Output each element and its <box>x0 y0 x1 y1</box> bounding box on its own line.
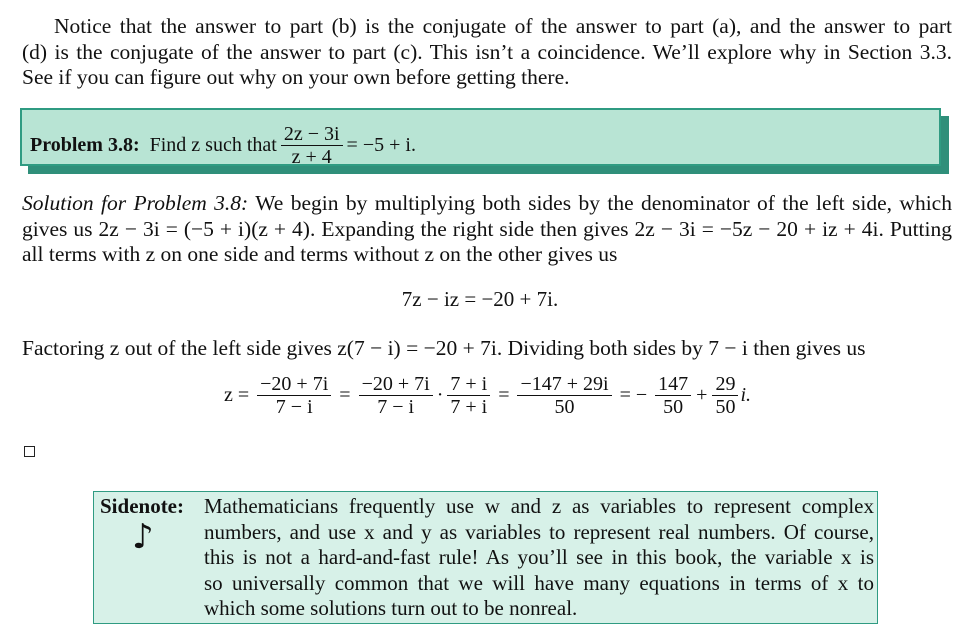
sidenote-line-5: which some solutions turn out to be nonreal. <box>204 596 578 620</box>
problem-rhs: = −5 + i. <box>346 134 416 156</box>
eq2-f2-den: 7 − i <box>377 396 415 418</box>
eq2-lhs: z = <box>224 384 250 406</box>
eq2-f1-num: −20 + 7i <box>257 374 331 396</box>
eq2-fraction-2 <box>359 374 433 417</box>
eq2-f2-num: −20 + 7i <box>359 374 433 396</box>
problem-box <box>20 108 941 166</box>
problem-fraction <box>281 124 343 167</box>
solution-line-1-text: We begin by multiplying both sides by the denominator of the left side, which <box>255 191 952 215</box>
sidenote-line-3: this is not a hard-and-fast rule! As you’ll see in this book, the variable x is <box>204 545 874 569</box>
eq2-f6-den: 50 <box>715 396 736 418</box>
eq2-f1-den: 7 − i <box>275 396 313 418</box>
eq2-plus: + <box>696 384 708 406</box>
solution-line-4: Factoring z out of the left side gives z(7 − i) = −20 + 7i. Dividing both sides by 7 − i then gives us <box>22 336 866 360</box>
eq2-f5-num: 147 <box>655 374 691 396</box>
music-note-icon: ♪ <box>132 517 154 557</box>
solution-paragraph-2 <box>22 336 952 362</box>
problem-denominator: z + 4 <box>291 146 332 168</box>
eq2-f5-den: 50 <box>663 396 684 418</box>
intro-line-3: See if you can figure out why on your own before getting there. <box>22 65 570 89</box>
intro-line-1: Notice that the answer to part (b) is the conjugate of the answer to part (a), and the answer to part <box>54 14 952 38</box>
solution-line-2: gives us 2z − 3i = (−5 + i)(z + 4). Expanding the right side then gives 2z − 3i = −5z − 20 + iz + 4i. Putting <box>22 216 952 241</box>
eq2-equals-a: = <box>339 384 351 406</box>
intro-line-2: (d) is the conjugate of the answer to part (c). This isn’t a coincidence. We’ll explore why in Section 3.3. <box>22 39 952 64</box>
qed-square-icon <box>24 446 35 457</box>
eq2-equals-b: = <box>498 384 510 406</box>
solution-line-3: all terms with z on one side and terms without z on the other gives us <box>22 242 618 266</box>
eq2-f3-den: 7 + i <box>450 396 488 418</box>
equation-1: 7z − iz = −20 + 7i. <box>401 287 559 311</box>
eq2-fraction-4 <box>517 374 611 417</box>
problem-label: Problem 3.8: <box>30 134 140 156</box>
eq2-fraction-1 <box>257 374 331 417</box>
sidenote-line-1: Mathematicians frequently use w and z as variables to represent complex <box>204 494 874 518</box>
sidenote-line-2: numbers, and use x and y as variables to represent real numbers. Of course, <box>204 519 874 544</box>
problem-numerator: 2z − 3i <box>281 124 343 146</box>
solution-heading: Solution for Problem 3.8: <box>22 191 249 215</box>
solution-line-1 <box>22 191 952 217</box>
eq2-fraction-6 <box>712 374 738 417</box>
eq2-f6-num: 29 <box>712 374 738 396</box>
sidenote-label: Sidenote: <box>100 494 184 518</box>
eq2-dot: · <box>436 384 444 406</box>
solution-paragraph <box>22 191 952 268</box>
eq2-fraction-3 <box>447 374 490 417</box>
sidenote-text <box>204 494 874 622</box>
problem-prompt: Find z such that <box>149 134 277 156</box>
problem-statement <box>30 124 416 167</box>
intro-paragraph <box>22 14 952 91</box>
sidenote-line-4: so universally common that we will have many equations in terms of x to <box>204 570 874 595</box>
eq2-f3-num: 7 + i <box>447 374 490 396</box>
eq2-equals-c: = − <box>619 384 648 406</box>
eq2-tail: i. <box>740 384 752 406</box>
eq2-f4-num: −147 + 29i <box>517 374 611 396</box>
eq2-fraction-5 <box>655 374 691 417</box>
eq2-f4-den: 50 <box>554 396 575 418</box>
sidenote-box <box>93 491 878 624</box>
equation-2 <box>224 374 751 417</box>
